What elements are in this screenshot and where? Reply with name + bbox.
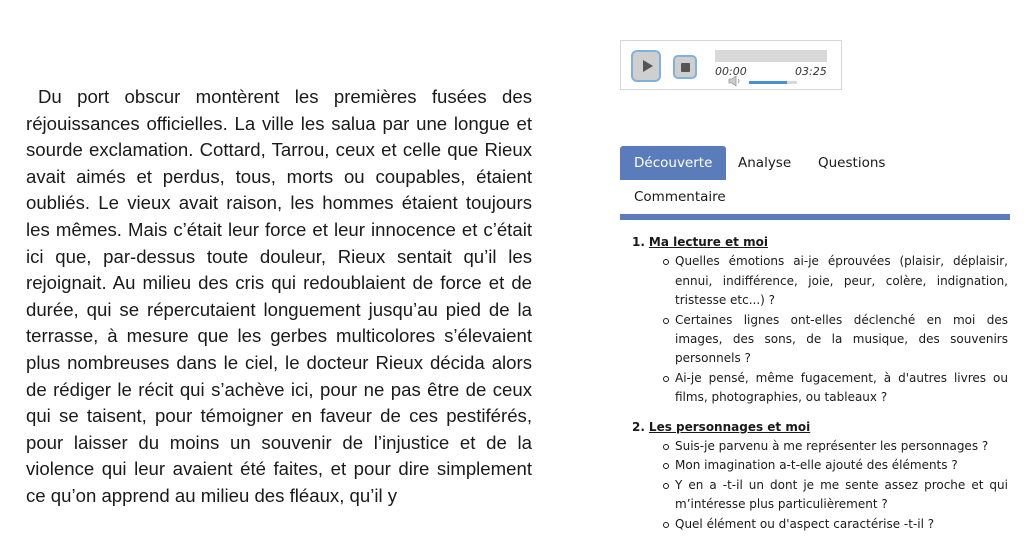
section-title xyxy=(632,233,1008,252)
tab-decouverte[interactable]: Découverte xyxy=(620,146,726,180)
tab-underline xyxy=(620,214,1010,220)
current-time: 00:00 xyxy=(715,65,747,78)
tab-commentaire[interactable]: Commentaire xyxy=(634,189,726,205)
total-time: 03:25 xyxy=(795,65,827,78)
tab-analyse[interactable]: Analyse xyxy=(738,155,792,171)
stop-button[interactable] xyxy=(673,55,697,79)
section-title xyxy=(632,418,1008,437)
reading-passage: Du port obscur montèrent les premières fusées des réjouissances officielles. La ville les salua par une longue et sourde exclamation. Cottard, Tarrou, ceux et celle que Rieux avait aimés et perdus, tous, morts ou coupables, étaient oubliés. Le vieux avait raison, les hommes étaient toujours les mêmes. Mais c’était leur force et leur innocence et c’était ici que, par-dessus toute douleur, Rieux sentait qu’il les rejoignait. Au milieu des cris qui redoublaient de force et de durée, qui se répercutaient longuement jusqu’au pied de la terrasse, à mesure que les gerbes multicolores s’élevaient plus nombreuses dans le ciel, le docteur Rieux décida alors de rédiger le récit qui s’achève ici, pour ne pas être de ceux qui se taisent, pour témoigner en faveur de ces pestiférés, pour laisser du moins un souvenir de l’injustice et de la violence qui leur avaient été faites, et pour dire simplement ce qu’on apprend au milieu des fléaux, qu’il y xyxy=(26,86,532,506)
stop-icon xyxy=(681,63,690,72)
audio-player xyxy=(620,40,842,90)
section-number: 2. xyxy=(632,419,645,434)
play-icon xyxy=(643,60,653,72)
tab-questions[interactable]: Questions xyxy=(818,155,886,171)
section-number: 1. xyxy=(632,235,645,249)
list-item: Suis-je parvenu à me représenter les personnages ? xyxy=(675,437,1008,456)
volume-slider[interactable] xyxy=(749,81,797,84)
question-list xyxy=(632,437,1008,534)
section-ma-lecture xyxy=(632,233,1008,408)
list-item: Y en a -t-il un dont je me sente assez proche et qui m’intéresse plus particulièrement ? xyxy=(675,476,1008,515)
play-button[interactable] xyxy=(631,50,661,82)
question-list xyxy=(632,252,1008,407)
speaker-icon[interactable] xyxy=(728,75,742,87)
section-personnages xyxy=(632,418,1008,534)
section-heading: Les personnages et moi xyxy=(648,419,811,434)
tab-content xyxy=(632,233,1008,544)
list-item: Certaines lignes ont-elles déclenché en moi des images, des sons, de la musique, des souvenirs personnels ? xyxy=(675,311,1008,369)
section-heading: Ma lecture et moi xyxy=(648,235,768,249)
list-item: Quelles émotions ai-je éprouvées (plaisir, déplaisir, ennui, indifférence, joie, peur, colère, indignation, tristesse etc...) ? xyxy=(675,252,1008,310)
list-item: Quel élément ou d'aspect caractérise -t-il ? xyxy=(675,515,1008,534)
seek-bar[interactable] xyxy=(715,50,827,62)
list-item: Mon imagination a-t-elle ajouté des éléments ? xyxy=(675,456,1008,475)
volume-level xyxy=(749,81,787,84)
list-item: Ai-je pensé, même fugacement, à d'autres livres ou films, photographies, ou tableaux ? xyxy=(675,369,1008,408)
